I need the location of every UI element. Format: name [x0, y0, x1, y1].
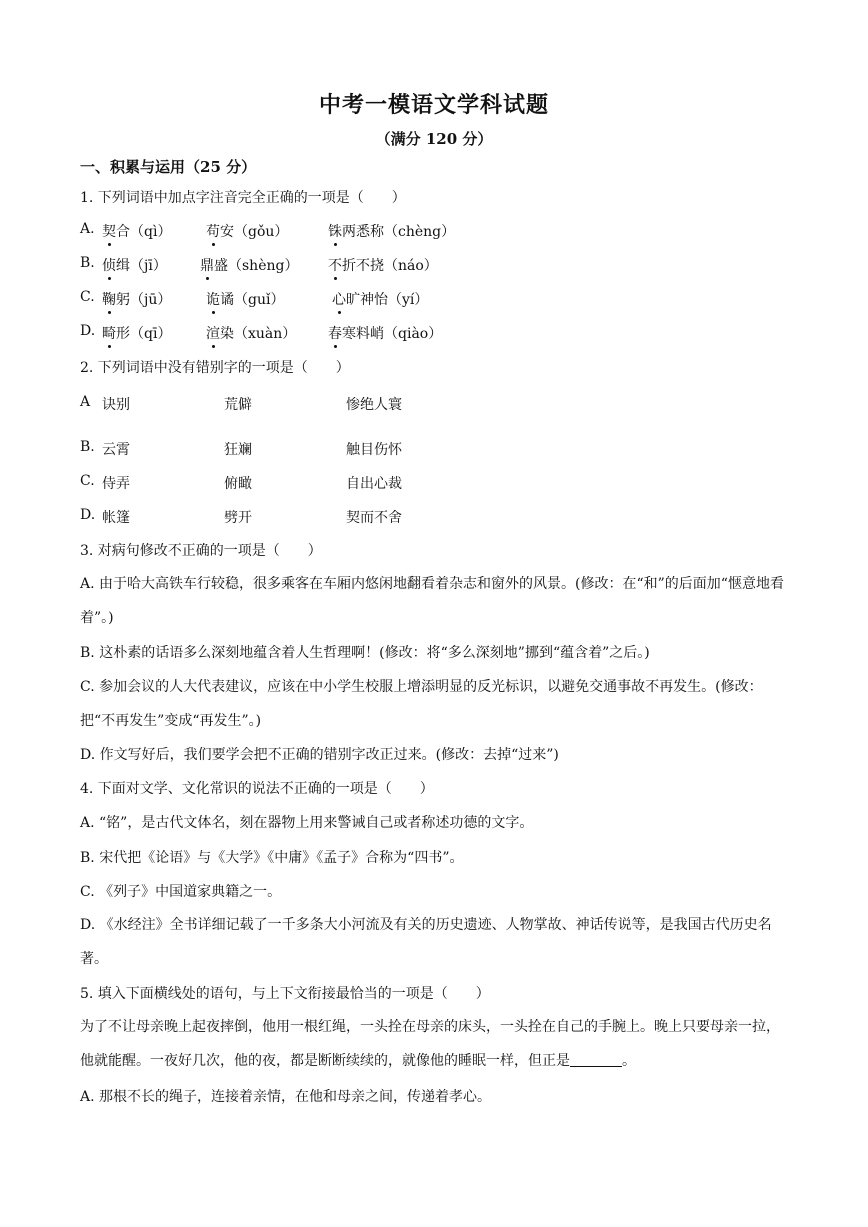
emphasis-dot-char: 不 — [328, 255, 342, 275]
passage-end: 。 — [622, 1053, 636, 1069]
option-word: 诀别 — [102, 397, 130, 413]
q5-option-a: A. 那根不长的绳子，连接着亲情，在他和母亲之间，传递着孝心。 — [80, 1089, 492, 1105]
emphasis-dot-char: 渲 — [206, 323, 220, 343]
option-label: D. — [80, 507, 96, 523]
option-word: 鞠躬（jū） — [102, 289, 171, 309]
q4-option-d: D. 《水经注》全书详细记载了一千多条大小河流及有关的历史遗迹、人物掌故、神话传说等，是我国古代历史名著。 — [80, 917, 772, 967]
emphasis-dot-char: 畸 — [102, 323, 116, 343]
q3-stem: 3. 对病句修改不正确的一项是（ ） — [80, 543, 322, 559]
option-label: B. — [80, 255, 95, 271]
option-word: 自出心裁 — [346, 476, 402, 492]
option-word: 侦缉（jī） — [102, 255, 167, 275]
option-word: 荒僻 — [224, 397, 252, 413]
option-word: 惨绝人寰 — [346, 397, 402, 413]
option-word: 不折不挠（náo） — [328, 255, 438, 275]
emphasis-dot-char: 鞠 — [102, 289, 116, 309]
option-word: 畸形（qī） — [102, 323, 171, 343]
emphasis-dot-char: 苟 — [206, 221, 220, 241]
q1-stem: 1. 下列词语中加点字注音完全正确的一项是（ ） — [80, 190, 406, 206]
option-word: 苟安（gǒu） — [206, 221, 288, 241]
option-label: B. — [80, 439, 95, 455]
q3-option-b: B. 这朴素的话语多么深刻地蕴含着人生哲理啊！(修改：将“多么深刻地”挪到“蕴含着”之后。) — [80, 645, 650, 661]
q2-stem: 2. 下列词语中没有错别字的一项是（ ） — [80, 360, 350, 376]
option-word: 触目伤怀 — [346, 442, 402, 458]
option-word: 渲染（xuàn） — [206, 323, 296, 343]
q4-option-c: C. 《列子》中国道家典籍之一。 — [80, 884, 282, 900]
q3-option-a: A. 由于哈大高铁车行较稳，很多乘客在车厢内悠闲地翻看着杂志和窗外的风景。(修改：在“和”的后面加“惬意地看着”。) — [80, 576, 784, 626]
option-word: 铢两悉称（chèng） — [328, 221, 455, 241]
option-word: 侍弄 — [102, 476, 130, 492]
q5-stem: 5. 填入下面横线处的语句，与上下文衔接最恰当的一项是（ ） — [80, 986, 490, 1002]
option-label: C. — [80, 473, 95, 489]
option-label: C. — [80, 289, 95, 305]
option-word: 春寒料峭（qiào） — [328, 323, 442, 343]
option-word: 俯瞰 — [224, 476, 252, 492]
option-word: 劈开 — [224, 510, 252, 526]
q3-option-c: C. 参加会议的人大代表建议，应该在中小学生校服上增添明显的反光标识，以避免交通事故不再发生。(修改：把“不再发生”变成“再发生”。) — [80, 679, 763, 729]
option-word: 帐篷 — [102, 510, 130, 526]
option-word: 狂斓 — [224, 442, 252, 458]
q5-passage — [80, 1010, 792, 1078]
emphasis-dot-char: 契 — [102, 221, 116, 241]
q4-stem: 4. 下面对文学、文化常识的说法不正确的一项是（ ） — [80, 781, 434, 797]
option-word: 契而不舍 — [346, 510, 402, 526]
q3-option-d: D. 作文写好后，我们要学会把不正确的错别字改正过来。(修改：去掉“过来”) — [80, 747, 559, 763]
option-label: A. — [80, 221, 95, 237]
page-title: 中考一模语文学科试题 — [318, 92, 549, 118]
option-word: 鼎盛（shèng） — [200, 255, 298, 275]
q4-option-a: A. “铭”，是古代文体名，刻在器物上用来警诫自己或者称述功德的文字。 — [80, 815, 534, 831]
option-word: 心旷神怡（yí） — [332, 289, 428, 309]
answer-blank — [570, 1052, 622, 1067]
section-heading: 一、积累与运用（25 分） — [80, 158, 257, 176]
emphasis-dot-char: 心 — [332, 289, 346, 309]
option-label: D. — [80, 323, 96, 339]
emphasis-dot-char: 诡 — [206, 289, 220, 309]
emphasis-dot-char: 春 — [328, 323, 342, 343]
emphasis-dot-char: 侦 — [102, 255, 116, 275]
emphasis-dot-char: 鼎 — [200, 255, 214, 275]
option-word: 云霄 — [102, 442, 130, 458]
passage-text: 为了不让母亲晚上起夜摔倒，他用一根红绳，一头拴在母亲的床头，一头拴在自己的手腕上。晚上只要母亲一拉，他就能醒。一夜好几次，他的夜，都是断断续续的，就像他的睡眠一样，但正是 — [80, 1019, 780, 1069]
page-subtitle: （满分 120 分） — [375, 130, 493, 148]
option-label: A — [80, 394, 91, 410]
q4-option-b: B. 宋代把《论语》与《大学》《中庸》《孟子》合称为“四书”。 — [80, 850, 464, 866]
option-word: 契合（qì） — [102, 221, 171, 241]
emphasis-dot-char: 铢 — [328, 221, 342, 241]
option-word: 诡谲（guǐ） — [206, 289, 284, 309]
